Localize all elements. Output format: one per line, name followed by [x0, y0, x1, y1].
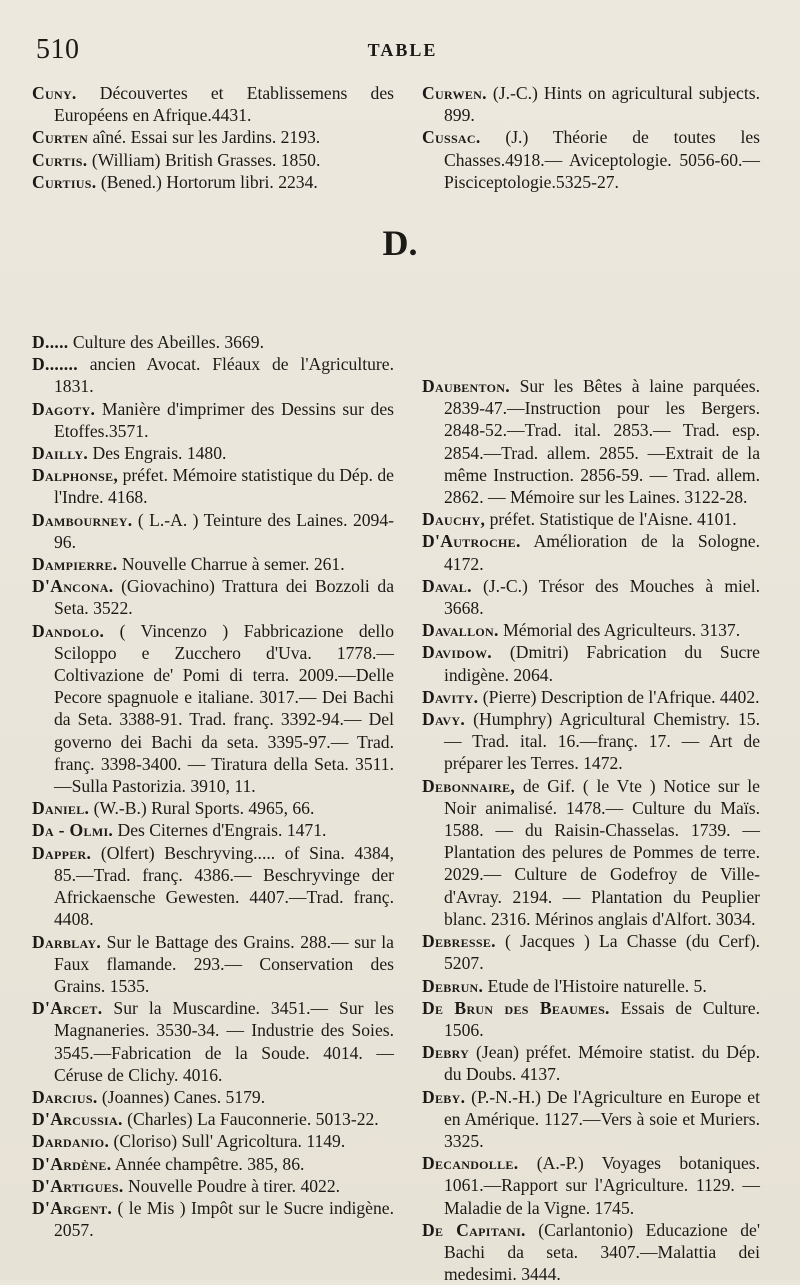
entry-text: (J.-C.) Hints on agricultural subjects. 899.: [444, 83, 760, 126]
index-entry: [32, 1175, 394, 1197]
index-entry: [32, 553, 394, 575]
entry-name: D'Arcussia.: [32, 1109, 123, 1130]
index-entry: [32, 819, 394, 841]
entry-text: Des Engrais. 1480.: [92, 443, 227, 464]
section-gap: [32, 193, 394, 251]
entry-text: aîné. Essai sur les Jardins. 2193.: [92, 127, 321, 148]
entry-name: Darblay.: [32, 931, 102, 952]
entry-text: ancien Avocat. Fléaux de l'Agriculture. 1831.: [54, 354, 394, 397]
entry-text: (William) British Grasses. 1850.: [91, 149, 321, 170]
entry-text: (P.-N.-H.) De l'Agriculture en Europe et en Amérique. 1127.—Vers à soie et Muriers. 3325.: [444, 1086, 760, 1151]
entry-text: Sur la Muscardine. 3451.— Sur les Magnaneries. 3530-34. — Industrie des Soies. 3545.—Fabrication de la Soude. 4014. — Céruse de Clichy. 4016.: [54, 998, 394, 1085]
right-d-entries: [422, 375, 760, 1285]
entry-name: De Capitani.: [422, 1219, 526, 1240]
index-entry: [422, 82, 760, 126]
entry-name: D.......: [32, 354, 78, 375]
entry-text: (J.-C.) Trésor des Mouches à miel. 3668.: [444, 575, 760, 619]
entry-text: préfet. Statistique de l'Aisne. 4101.: [489, 509, 737, 530]
entry-name: D'Artigues.: [32, 1175, 124, 1196]
left-d-entries: [32, 331, 394, 1241]
section-gap: [422, 193, 760, 309]
entry-name: Darcius.: [32, 1086, 98, 1107]
entry-name: Deby.: [422, 1086, 466, 1107]
running-head: TABLE: [367, 40, 438, 60]
index-entry: [32, 171, 394, 193]
index-entry: [32, 398, 394, 442]
entry-text: (Humphry) Agricultural Chemistry. 15.— Trad. ital. 16.—franç. 17. — Art de préparer les Terres. 1472.: [444, 709, 760, 774]
index-entry: [422, 575, 760, 619]
entry-text: (Dmitri) Fabrication du Sucre indigène. 2064.: [444, 642, 760, 685]
index-entry: [422, 1219, 760, 1285]
entry-text: Mémorial des Agriculteurs. 3137.: [503, 620, 741, 641]
entry-text: (Charles) La Fauconnerie. 5013-22.: [127, 1109, 379, 1130]
entry-name: Dampierre.: [32, 554, 118, 575]
entry-name: Dapper.: [32, 842, 92, 863]
entry-name: Daniel.: [32, 798, 90, 819]
left-top-entries: [32, 82, 394, 193]
entry-name: Dauchy,: [422, 509, 486, 530]
index-entry: [32, 575, 394, 619]
entry-text: ( le Mis ) Impôt sur le Sucre indigène. 2057.: [54, 1197, 394, 1241]
entry-text: Découvertes et Etablissemens des Européens en Afrique.4431.: [54, 83, 394, 126]
entry-text: Manière d'imprimer des Dessins sur des Etoffes.3571.: [54, 398, 394, 441]
entry-name: Dailly.: [32, 443, 89, 464]
index-entry: [422, 775, 760, 930]
entry-name: D'Ancona.: [32, 576, 114, 597]
entry-text: (Olfert) Beschryving..... of Sina. 4384, 85.—Trad. franç. 4386.— Beschryvinge der Africkaensche Gewesten. 4407.—Trad. franç. 4408.: [54, 842, 394, 930]
entry-text: (Bened.) Hortorum libri. 2234.: [100, 171, 318, 192]
entry-text: Sur les Bêtes à laine parquées. 2839-47.—Instruction pour les Bergers. 2848-52.—Trad. ital. 2853.— Trad. esp. 2854.—Trad. allem. 2855. —Extrait de la même Instruction. 2856-59. — Trad. allem. 2862. — Mémoire sur les Laines. 3122-28.: [444, 376, 760, 508]
entry-name: Debresse.: [422, 931, 496, 952]
entry-text: (Giovachino) Trattura dei Bozzoli da Seta. 3522.: [54, 576, 394, 619]
page-header: [30, 34, 775, 74]
index-entry: [422, 997, 760, 1041]
entry-name: D'Argent.: [32, 1197, 113, 1218]
index-entry: [32, 1197, 394, 1241]
index-entry: [32, 442, 394, 464]
entry-text: (Joannes) Canes. 5179.: [101, 1086, 266, 1107]
entry-name: D'Arcet.: [32, 998, 103, 1019]
entry-text: Essais de Culture. 1506.: [444, 997, 760, 1040]
index-entry: [32, 997, 394, 1086]
entry-name: D.....: [32, 332, 69, 353]
index-entry: [422, 619, 760, 641]
index-entry: [422, 530, 760, 574]
entry-text: Nouvelle Charrue à semer. 261.: [121, 554, 345, 575]
entry-name: Davallon.: [422, 620, 499, 641]
entry-name: Dalphonse,: [32, 465, 119, 486]
page-number: 510: [36, 34, 80, 65]
entry-text: Des Citernes d'Engrais. 1471.: [117, 820, 327, 841]
entry-name: Davy.: [422, 709, 466, 730]
index-entry: [32, 353, 394, 397]
index-entry: [32, 797, 394, 819]
index-entry: [32, 1108, 394, 1130]
entry-text: ( Jacques ) La Chasse (du Cerf). 5207.: [444, 931, 760, 974]
entry-text: Culture des Abeilles. 3669.: [72, 332, 264, 353]
entry-text: (Cloriso) Sull' Agricoltura. 1149.: [113, 1131, 346, 1152]
index-entry: [422, 708, 760, 775]
entry-name: Dagoty.: [32, 398, 96, 419]
index-entry: [32, 1130, 394, 1152]
index-entry: [422, 1086, 760, 1153]
index-entry: [32, 931, 394, 998]
section-letter: D.: [382, 223, 418, 263]
entry-text: ( L.-A. ) Teinture des Laines. 2094-96.: [54, 509, 394, 552]
entry-text: ( Vincenzo ) Fabbricazione dello Sciloppo e Zucchero d'Uva. 1778.— Coltivazione de' Pomi di terra. 2009.—Delle Pecore spagnuole e italiane. 3017.— Dei Bachi da Seta. 3388-91. Trad. franç. 3392-94.— Del governo dei Bachi da seta. 3395-97.— Trad. franç. 3398-3400. — Tiratura della Seta. 3511. —Sulla Pastorizia. 3910, 11.: [54, 620, 394, 797]
index-entry: [422, 930, 760, 974]
index-entry: [32, 509, 394, 553]
index-entry: [422, 641, 760, 685]
index-entry: [32, 620, 394, 798]
entry-text: Nouvelle Poudre à tirer. 4022.: [128, 1175, 341, 1196]
index-entry: [32, 842, 394, 931]
entry-text: Amélioration de la Sologne. 4172.: [444, 531, 760, 574]
entry-text: de Gif. ( le Vte ) Notice sur le Noir animalisé. 1478.— Culture du Maïs. 1588. — du Raisin-Chasselas. 1739. — Plantation des pelures de Pommes de terre. 2029.— Culture de Godefroy de Ville-d'Avray. 2194. — Plantation du Peuplier blanc. 2316. Mérinos anglais d'Alfort. 3034.: [444, 775, 760, 929]
entry-text: Sur le Battage des Grains. 288.— sur la Faux flamande. 293.— Conservation des Grains. 1535.: [54, 931, 394, 996]
index-entry: [422, 126, 760, 193]
entry-name: Dambourney.: [32, 509, 133, 530]
entry-name: Davity.: [422, 686, 479, 707]
entry-name: Debry: [422, 1042, 470, 1063]
entry-text: (W.-B.) Rural Sports. 4965, 66.: [93, 798, 315, 819]
entry-name: Daval.: [422, 575, 472, 596]
index-entry: [422, 1041, 760, 1085]
index-entry: [32, 1153, 394, 1175]
index-entry: [422, 975, 760, 997]
right-column: [422, 82, 760, 1285]
entry-name: Curten: [32, 127, 89, 148]
entry-name: Daubenton.: [422, 376, 510, 397]
index-entry: [422, 508, 760, 530]
entry-name: De Brun des Beaumes.: [422, 997, 610, 1018]
index-entry: [422, 686, 760, 708]
entry-name: Debrun.: [422, 975, 484, 996]
left-column: [32, 82, 394, 1241]
entry-text: (Pierre) Description de l'Afrique. 4402.: [482, 686, 760, 707]
right-top-entries: [422, 82, 760, 193]
entry-name: D'Autroche.: [422, 531, 521, 552]
index-entry: [32, 464, 394, 508]
entry-name: Cuny.: [32, 83, 77, 103]
index-entry: [422, 375, 760, 508]
index-entry: [32, 149, 394, 171]
entry-text: (Carlantonio) Educazione de' Bachi da seta. 3407.—Malattia dei medesimi. 3444.: [444, 1219, 760, 1285]
entry-text: (Jean) préfet. Mémoire statist. du Dép. du Doubs. 4137.: [444, 1042, 760, 1085]
index-entry: [32, 126, 394, 148]
entry-name: Curwen.: [422, 83, 487, 103]
entry-name: Debonnaire,: [422, 775, 516, 796]
entry-name: Decandolle.: [422, 1153, 519, 1174]
entry-name: Davidow.: [422, 642, 492, 663]
entry-name: D'Ardène.: [32, 1153, 112, 1174]
index-entry: [422, 1152, 760, 1219]
index-entry: [32, 331, 394, 353]
entry-name: Dandolo.: [32, 620, 105, 641]
entry-name: Da - Olmi.: [32, 820, 114, 841]
entry-text: (A.-P.) Voyages botaniques. 1061.—Rapport sur l'Agriculture. 1129. — Maladie de la Vigne. 1745.: [444, 1153, 760, 1218]
entry-text: préfet. Mémoire statistique du Dép. de l'Indre. 4168.: [54, 465, 394, 508]
index-entry: [32, 1086, 394, 1108]
entry-name: Cussac.: [422, 127, 481, 148]
index-entry: [32, 82, 394, 126]
entry-text: Etude de l'Histoire naturelle. 5.: [487, 975, 707, 996]
entry-name: Curtis.: [32, 149, 88, 170]
entry-name: Dardanio.: [32, 1131, 110, 1152]
entry-text: (J.) Théorie de toutes les Chasses.4918.— Aviceptologie. 5056-60.—Pisciceptologie.5325-27.: [444, 127, 760, 192]
entry-name: Curtius.: [32, 171, 97, 192]
entry-text: Année champêtre. 385, 86.: [114, 1153, 305, 1174]
